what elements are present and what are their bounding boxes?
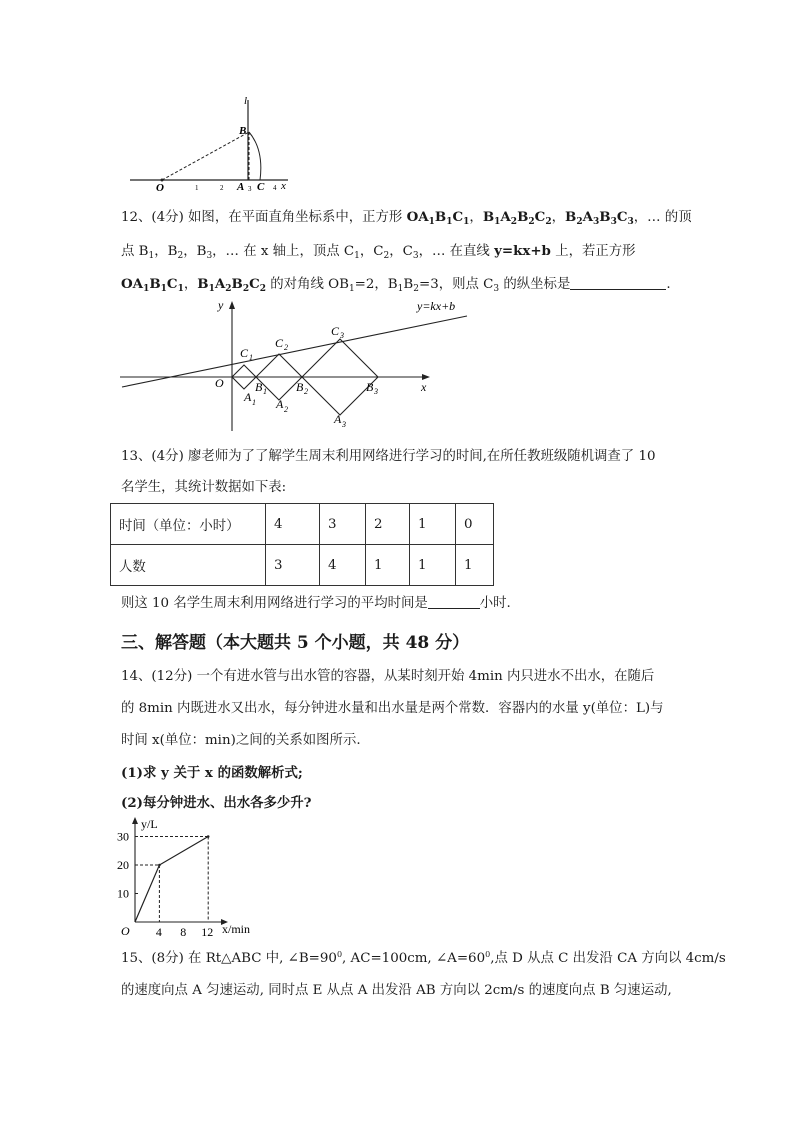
geometry-figure-top: [128, 94, 298, 194]
label-l: l: [244, 95, 248, 107]
table-cell: 1: [456, 545, 494, 586]
label-B2: [296, 380, 308, 396]
y-axis-label: y/L: [141, 817, 158, 831]
statistics-table: [110, 503, 494, 586]
y-arrow: [229, 301, 235, 309]
label-A3: [333, 412, 346, 429]
q14-line3: 时间 x(单位：min)之间的关系如图所示.: [121, 733, 361, 748]
label-B3: [366, 380, 378, 396]
q13-answer-line: [121, 595, 511, 613]
label-C1: [240, 346, 253, 362]
q12-text: =2，B: [354, 277, 398, 292]
q14-line2: 的 8min 内既进水又出水，每分钟进水量和出水量是两个常数．容器内的水量 y(单位：L)与: [121, 701, 664, 716]
x-tick-label: 8: [180, 925, 187, 939]
q15-text: , AC=100cm, ∠A=60: [342, 951, 486, 966]
section-heading: 三、解答题（本大题共 5 个小题，共 48 分）: [121, 633, 470, 653]
q12-line2: 点 $B_1$，$B_2$，$B_3$，… 在 x 轴上，顶点 $C_1$，$C_2$，$C_3$，… 在直线 y=kx+b 上，若正方形: [121, 243, 636, 261]
q15-line1: [121, 950, 726, 968]
sub-3: 3: [342, 420, 346, 429]
label-O: O: [156, 182, 164, 194]
sub-1: 1: [252, 398, 256, 407]
label-x: x: [421, 380, 427, 394]
sub-2: 2: [284, 405, 288, 414]
tick-2: 2: [220, 184, 224, 192]
sub-1: 1: [249, 353, 253, 362]
q12-text: ，… 的顶: [633, 210, 692, 225]
table-cell: 1: [366, 545, 410, 586]
label-A: A: [237, 181, 245, 193]
q12-text: 12、(4分) 如图，在平面直角坐标系中，正方形: [121, 210, 407, 225]
y-tick-label: 30: [117, 829, 129, 844]
table-cell: 4: [266, 504, 320, 545]
q15-text: 15、(8分) 在 Rt△ABC 中, ∠B=90: [121, 951, 337, 966]
q12-text: =3，则点 C: [418, 277, 494, 292]
table-header-cell: 人数: [111, 545, 266, 586]
q15-line2: 的速度向点 A 匀速运动, 同时点 E 从点 A 出发沿 AB 方向以 2cm/s 的速度向点 B 匀速运动,: [121, 983, 672, 998]
q12-text: 点 B: [121, 244, 149, 259]
line-equation: y=kx+b: [494, 243, 551, 259]
table-cell: 3: [320, 504, 366, 545]
label-C3: [331, 324, 344, 340]
dashed-OB: [162, 132, 249, 180]
table-row-counts: [111, 545, 494, 586]
q12-text: 的对角线 OB: [266, 277, 349, 292]
sub-3: 3: [340, 331, 344, 340]
label-B: B: [239, 125, 247, 137]
line-y-kx-b: [122, 316, 467, 387]
table-header-cell: 时间（单位：小时）: [111, 504, 266, 545]
label-C: C: [275, 336, 284, 350]
data-point: [158, 864, 161, 867]
label-B: B: [255, 380, 263, 394]
label-A: A: [334, 412, 342, 426]
table-cell: 2: [366, 504, 410, 545]
series-line: [135, 837, 208, 923]
q12-text: 上，若正方形: [550, 244, 636, 259]
table-cell: 1: [410, 504, 456, 545]
y-tick-label: 10: [117, 886, 129, 901]
q12-text: ，… 在直线: [418, 244, 495, 259]
table-cell: 3: [266, 545, 320, 586]
tick-3: 3: [248, 185, 252, 193]
answer-blank[interactable]: [570, 276, 666, 290]
q12-text: .: [666, 277, 671, 292]
label-C: C: [257, 181, 265, 193]
q12-line1: 12、(4分) 如图，在平面直角坐标系中，正方形 $OA_1B_1C_1$，$B_1A_2B_2C_2$，$B_2A_3B_3C_3$，… 的顶: [121, 209, 692, 227]
label-B: B: [296, 380, 304, 394]
label-B: B: [366, 380, 374, 394]
q12-text: ，… 在 x 轴上，顶点 C: [212, 244, 355, 259]
square-2: $B_1A_2B_2C_2$: [197, 276, 267, 294]
sub-1: 1: [263, 387, 267, 396]
square-2: $B_1A_2B_2C_2$: [482, 209, 552, 227]
table-row-hours: [111, 504, 494, 545]
q15-text: ,点 D 从点 C 出发沿 CA 方向以 4cm/s: [490, 951, 726, 966]
q13-line2: 名学生，其统计数据如下表:: [121, 480, 287, 495]
water-volume-chart: [115, 812, 265, 942]
label-C: C: [240, 346, 249, 360]
q12-text: 的纵坐标是: [499, 277, 571, 292]
label-O: O: [215, 376, 224, 390]
label-y: y: [218, 298, 224, 312]
answer-blank[interactable]: [428, 595, 480, 609]
y-arrow: [132, 817, 138, 824]
square-3: $B_2A_3B_3C_3$: [564, 209, 634, 227]
label-A: A: [244, 390, 252, 404]
label-A: A: [276, 397, 284, 411]
q13-line1: 13、(4分) 廖老师为了了解学生周末利用网络进行学习的时间,在所任教班级随机调查了 10: [121, 449, 656, 464]
table-cell: 4: [320, 545, 366, 586]
x-tick-label: 4: [155, 925, 162, 939]
x-tick-label: 12: [201, 925, 214, 939]
table-cell: 0: [456, 504, 494, 545]
label-B1: [255, 380, 267, 396]
label-A2: [275, 397, 288, 414]
origin-label: O: [121, 924, 130, 938]
label-C: C: [331, 324, 340, 338]
q13-text: 则这 10 名学生周末利用网络进行学习的平均时间是: [121, 596, 428, 611]
square-1: $OA_1B_1C_1$: [406, 209, 470, 227]
q13-text: 小时.: [479, 596, 511, 611]
q14-sub2: (2)每分钟进水、出水各多少升?: [121, 795, 312, 811]
degree-sup: 0: [336, 950, 343, 959]
y-tick-label: 20: [117, 858, 129, 872]
tick-4: 4: [273, 184, 277, 192]
table-cell: 1: [410, 545, 456, 586]
label-C2: [275, 336, 288, 352]
degree-sup: 0: [485, 950, 491, 959]
x-axis-label: x/min: [222, 922, 251, 936]
tick-1: 1: [195, 184, 199, 192]
sub-2: 2: [284, 343, 288, 352]
sub-3: 3: [374, 387, 378, 396]
square-1: $OA_1B_1C_1$: [121, 276, 184, 294]
data-point: [207, 835, 210, 838]
q12-line3: $OA_1B_1C_1$，$B_1A_2B_2C_2$ 的对角线 $OB_1=2$，$B_1B_2=3$，则点 $C_3$ 的纵坐标是 .: [121, 276, 671, 294]
squares-figure: [112, 296, 482, 436]
sub-2: 2: [304, 387, 308, 396]
q14-line1: 14、(12分) 一个有进水管与出水管的容器，从某时刻开始 4min 内只进水不出水，在随后: [121, 669, 655, 684]
label-line: y=kx+b: [417, 299, 456, 313]
arc-BC: [249, 132, 261, 180]
label-x: x: [281, 180, 286, 192]
q14-sub1: (1)求 y 关于 x 的函数解析式;: [121, 765, 303, 781]
